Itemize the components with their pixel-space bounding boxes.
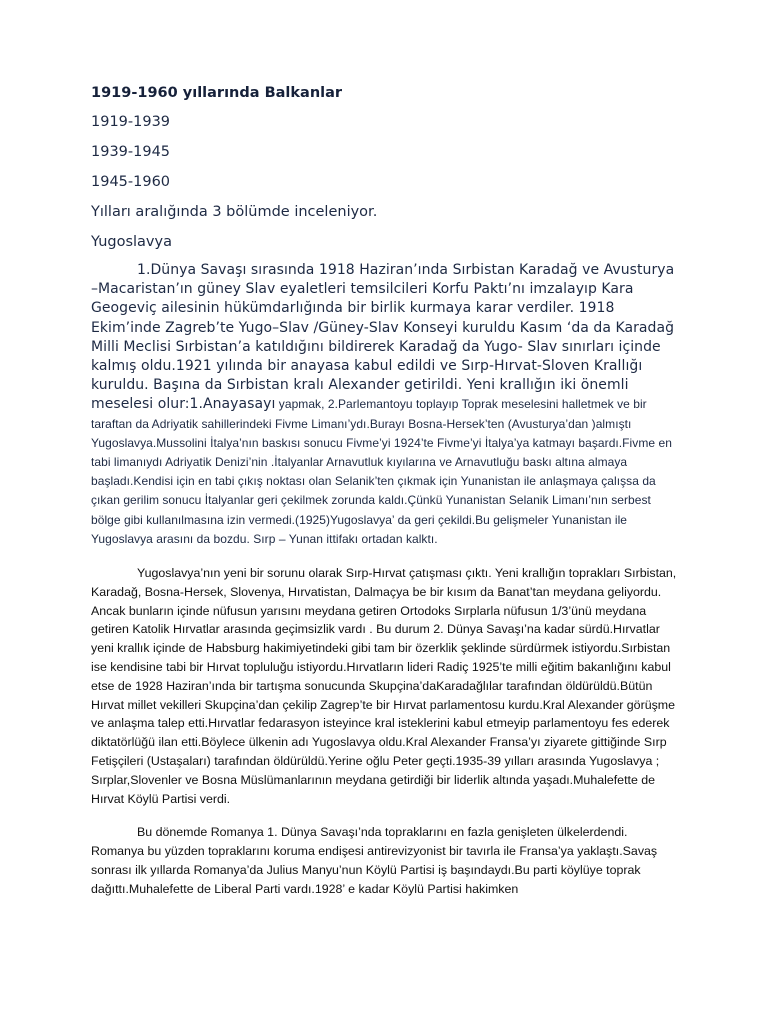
- paragraph-1-large-text: 1.Dünya Savaşı sırasında 1918 Haziran’ında Sırbistan Karadağ ve Avusturya –Macaristan’ın güney Slav eyaletleri temsilcileri Korfu Paktı’nı imzalayıp Kara Geogeviç ailesinin hükümdarlığında bir birlik kurmaya karar verdiler. 1918 Ekim’inde Zagreb’te Yugo–Slav /Güney-Slav Konseyi kuruldu Kasım ‘da da Karadağ Milli Meclisi Sırbistan’a katıldığını bildirerek Karadağ da Yugo- Slav sınırları içinde kalmış oldu.1921 yılında bir anayasa kabul edildi ve Sırp-Hırvat-Sloven Krallığı kuruldu. Başına da Sırbistan kralı Alexander getirildi. Yeni krallığın iki önemli meselesi olur:1.Anayasayı: [91, 262, 675, 413]
- paragraph-1-tail-text: yapmak, 2.Parlemantoyu toplayıp Toprak meselesini halletmek ve bir taraftan da Adriyatik sahillerindeki Fivme Limanı’ydı.Burayı Bosna-Hersek’ten (Avusturya’dan )almıştı Yugoslavya.Mussolini İtalya’nın baskısı sonucu Fivme’yi 1924’te Fivme’yi İtalya’ya katmayı başardı.Fivme en tabi limanıydı Adriyatik Denizi’nin .İtalyanlar Arnavutluk kıyılarına ve Arnavutluğu baskı altına almaya başladı.Kendisi için en tabi çıkış noktası olan Selanik’ten çıkmak için Yunanistan ile anlaşmaya çalışsa da çıkan gerilim sonucu İtalyanlar geri çekilmek zorunda kaldı.Çünkü Yunanistan Selanik Limanı’nın serbest bölge gibi kullanılmasına izin vermedi.(1925)Yugoslavya’ da geri çekildi.Bu gelişmeler Yunanistan ile Yugoslavya arasını da bozdu. Sırp – Yunan ittifakı ortadan kalktı.: [91, 397, 672, 546]
- period-1919-1939: 1919-1939: [91, 114, 171, 130]
- intro-sentence: Yılları aralığında 3 bölümde inceleniyor.: [91, 204, 378, 220]
- paragraph-1-text: [91, 261, 681, 549]
- period-1939-1945: 1939-1945: [91, 144, 171, 160]
- paragraph-3: Bu dönemde Romanya 1. Dünya Savaşı’nda topraklarını en fazla genişleten ülkelerdendi. Romanya bu yüzden topraklarını koruma endişesi antirevizyonist bir tavırla ile Fransa’ya yaklaştı.Savaş sonrası ilk yıllarda Romanya’da Julius Manyu’nun Köylü Partisi iş başındaydı.Bu parti köylüye toprak dağıttı.Muhalefette de Liberal Parti vardı.1928’ e kadar Köylü Partisi hakimken: [91, 825, 658, 896]
- period-1945-1960: 1945-1960: [91, 174, 171, 190]
- paragraph-1: [91, 261, 681, 549]
- document-page: [91, 84, 681, 899]
- document-title: 1919-1960 yıllarında Balkanlar: [91, 85, 343, 101]
- paragraph-2: Yugoslavya’nın yeni bir sorunu olarak Sırp-Hırvat çatışması çıktı. Yeni krallığın toprakları Sırbistan, Karadağ, Bosna-Hersek, Slovenya, Hırvatistan, Dalmaçya be bir kısım da Banat’tan meydana geliyordu. Ancak bunların içinde nüfusun yarısını meydana getiren Ortodoks Sırplarla nüfusun 1/3’ünü meydana getiren Katolik Hırvatlar arasında geçimsizlik vardı . Bu durum 2. Dünya Savaşı’na kadar sürdü.Hırvatlar yeni krallık içinde de Habsburg hakimiyetindeki gibi tam bir özerklik şeklinde sürdürmek istiyordu.Sırbistan ise kendisine tabi bir Hırvat topluluğu istiyordu.Hırvatların lideri Radiç 1925’te milli eğitim bakanlığını kabul etse de 1928 Haziran’ında bir tartışma sonucunda Skupçina’daKaradağlılar tarafından öldürüldü.Bütün Hırvat millet vekilleri Skupçina’dan çekilip Zagrep’te bir Hırvat parlamentosu kurdu.Kral Alexander görüşme ve anlaşma talep etti.Hırvatlar fedarasyon isteyince kral isteklerini kabul etmeyip parlamentoyu fes ederek diktatörlüğü ilan etti.Böylece ülkenin adı Yugoslavya oldu.Kral Alexander Fransa’yı ziyarete gittiğinde Sırp Fetişçileri (Ustaşaları) tarafından öldürüldü.Yerine oğlu Peter geçti.1935-39 yılları arasında Yugoslavya ; Sırplar,Slovenler ve Bosna Müslümanlarının meydana getirdiği bir liderlik altında yaşadı.Muhalefette de Hırvat Köylü Partisi verdi.: [91, 566, 677, 806]
- section-heading-yugoslavya: Yugoslavya: [91, 234, 172, 250]
